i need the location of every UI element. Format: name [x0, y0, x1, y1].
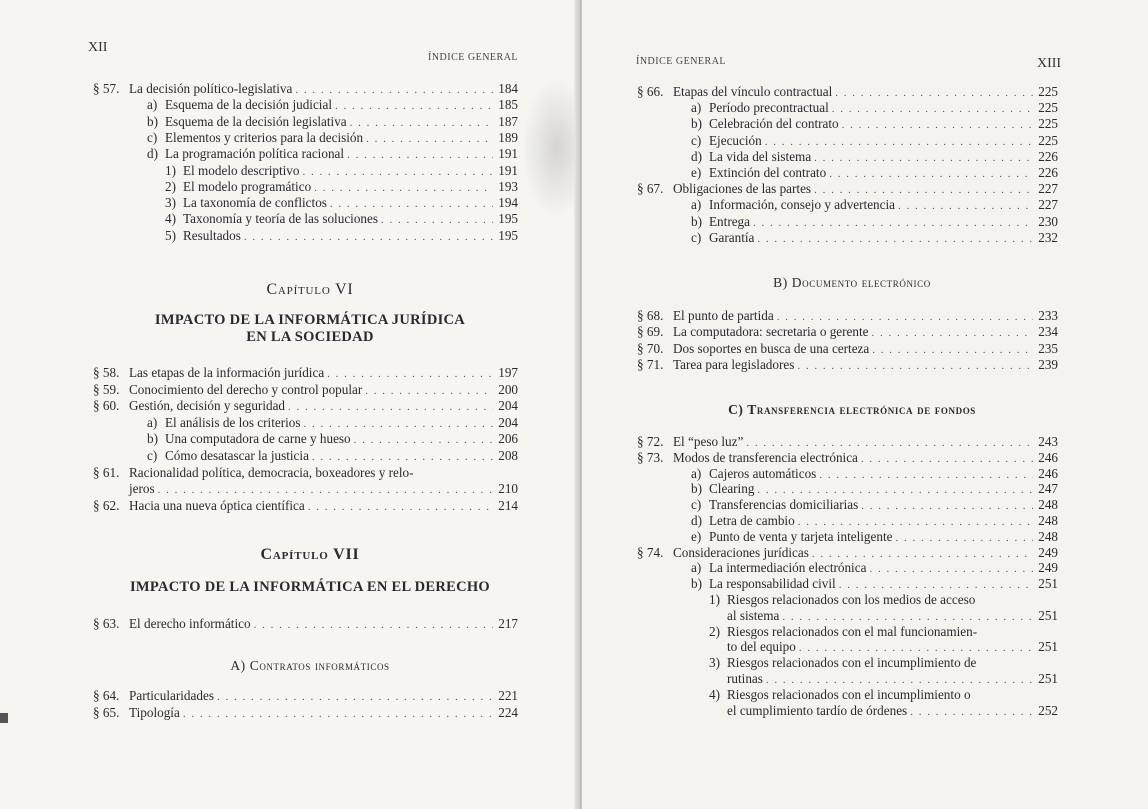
entry-title: Tarea para legisladores [673, 356, 795, 372]
subsection-marker: b) [147, 113, 158, 129]
entry-title: Taxonomía y teoría de las soluciones [183, 211, 379, 227]
entry-title: Cómo desatascar la justicia [165, 448, 309, 463]
toc-entry [93, 481, 518, 497]
toc-entry [637, 687, 1058, 703]
toc-entry [637, 100, 1058, 116]
toc-entry [93, 688, 518, 704]
page-number: 224 [498, 705, 518, 720]
leader-dots [354, 432, 493, 448]
leader-dots [217, 689, 493, 705]
toc-entry [93, 97, 518, 113]
section-number: § 70. [637, 340, 664, 356]
leader-dots [366, 131, 493, 147]
subsection-marker: a) [691, 100, 702, 116]
toc-entry [637, 624, 1058, 640]
toc-entry [93, 81, 518, 97]
leader-dots [869, 561, 1033, 577]
page-edge-mark [0, 713, 8, 723]
section-number: § 59. [93, 381, 120, 397]
chapter-7-label: Capítulo VII [260, 546, 360, 563]
running-head-left: ÍNDICE GENERAL [428, 52, 519, 63]
entry-title: El análisis de los criterios [165, 414, 301, 430]
entry-title: Esquema de la decisión judicial [165, 97, 332, 113]
subsection-marker: b) [691, 481, 702, 497]
leader-dots [757, 231, 1033, 247]
toc-entry [93, 146, 518, 162]
toc-entry [93, 179, 518, 195]
entry-title: Letra de cambio [709, 513, 795, 528]
toc-entry [637, 84, 1058, 100]
section-number: § 66. [637, 84, 664, 99]
page-number: 191 [498, 146, 518, 162]
entry-title: Tipología [129, 705, 180, 720]
page-number: 187 [498, 113, 518, 129]
page-number: 252 [1038, 702, 1058, 718]
page-number: 189 [498, 129, 518, 145]
page-number: 204 [498, 414, 518, 430]
subsection-marker: b) [691, 116, 702, 132]
page-number: 247 [1038, 481, 1058, 497]
leader-dots [812, 546, 1033, 562]
folio-left: XII [88, 40, 108, 55]
leader-dots [797, 358, 1033, 374]
toc-entry [637, 481, 1058, 497]
subsection-marker: 4) [165, 211, 176, 227]
toc-entry [637, 357, 1058, 373]
subsection-marker: 3) [709, 655, 720, 671]
leader-dots [872, 342, 1033, 358]
toc-entry [637, 545, 1058, 561]
toc-entry [637, 560, 1058, 576]
leader-dots [314, 180, 493, 196]
page-number: 249 [1038, 544, 1058, 560]
leader-dots [757, 482, 1033, 498]
leader-dots [835, 85, 1033, 101]
page-number: 214 [498, 497, 518, 513]
subsection-marker: 4) [709, 686, 720, 702]
entry-title: La decisión político-legislativa [129, 81, 293, 96]
page-number: 208 [498, 448, 518, 463]
leader-dots [335, 98, 493, 114]
leader-dots [288, 399, 493, 415]
toc-entry [637, 671, 1058, 687]
subsection-marker: 1) [165, 162, 176, 178]
subsection-marker: 5) [165, 227, 176, 243]
toc-entry [637, 497, 1058, 513]
leader-dots [312, 449, 493, 465]
leader-dots [183, 706, 493, 722]
entry-title: Riesgos relacionados con los medios de acceso [727, 592, 976, 607]
subsection-marker: b) [691, 576, 702, 592]
leader-dots [327, 366, 493, 382]
section-number: § 74. [637, 544, 664, 560]
leader-dots [872, 325, 1033, 341]
toc-entry [637, 608, 1058, 624]
toc-entry [637, 181, 1058, 197]
toc-entry [93, 431, 518, 447]
toc-entry [93, 130, 518, 146]
entry-title: Racionalidad política, democracia, boxeadores y relo- [129, 464, 414, 480]
page-number: 234 [1038, 324, 1058, 340]
section-a-title: A) Contratos informáticos [230, 658, 390, 673]
subsection-marker: c) [147, 129, 158, 145]
page-number: 239 [1038, 356, 1058, 372]
page-number: 248 [1038, 497, 1058, 513]
entry-title: Cajeros automáticos [709, 465, 817, 481]
section-number: § 67. [637, 181, 664, 197]
leader-dots [910, 704, 1033, 720]
section-b-title: B) Documento electrónico [773, 275, 931, 290]
running-head-right: ÍNDICE GENERAL [636, 56, 727, 67]
folio-right: XIII [1037, 56, 1062, 71]
entry-title: Celebración del contrato [709, 116, 839, 132]
entry-title: al sistema [727, 607, 780, 623]
leader-dots [746, 435, 1033, 451]
entry-title: Período precontractual [709, 100, 829, 116]
leader-dots [765, 134, 1033, 150]
entry-title: Elementos y criterios para la decisión [165, 129, 364, 145]
entry-title: Gestión, decisión y seguridad [129, 398, 286, 414]
section-number: § 65. [93, 705, 120, 720]
toc-entry [637, 149, 1058, 165]
section-number: § 58. [93, 365, 120, 380]
entry-title: Resultados [183, 227, 241, 243]
entry-title: Riesgos relacionados con el mal funcionamien- [727, 623, 978, 639]
leader-dots [158, 482, 493, 498]
leader-dots [244, 229, 493, 245]
subsection-marker: 1) [709, 592, 720, 607]
page-number: 197 [498, 365, 518, 380]
page-number: 251 [1038, 576, 1058, 592]
leader-dots [753, 215, 1033, 231]
leader-dots [832, 101, 1033, 117]
subsection-marker: d) [691, 148, 702, 164]
page-number: 246 [1038, 449, 1058, 465]
entry-title: Dos soportes en busca de una certeza [673, 340, 870, 356]
entry-title: Modos de transferencia electrónica [673, 449, 858, 465]
leader-dots [819, 467, 1033, 483]
page-number: 221 [498, 688, 518, 703]
page-number: 225 [1038, 132, 1058, 148]
toc-entry [637, 639, 1058, 655]
section-number: § 60. [93, 398, 120, 414]
toc-entry [93, 398, 518, 414]
page-number: 195 [498, 227, 518, 243]
toc-entry [637, 116, 1058, 132]
page-number: 193 [498, 178, 518, 194]
toc-entry [93, 415, 518, 431]
page-number: 194 [498, 195, 518, 211]
chapter-6-title-line-1: IMPACTO DE LA INFORMÁTICA JURÍDICA [154, 312, 466, 328]
page-number: 230 [1038, 213, 1058, 229]
entry-title: La programación política racional [165, 146, 345, 162]
leader-dots [839, 577, 1033, 593]
page-number: 210 [498, 481, 518, 497]
entry-title: jeros [129, 481, 155, 497]
leader-dots [814, 182, 1033, 198]
toc-entry [93, 382, 518, 398]
toc-entry [93, 448, 518, 464]
page-number: 251 [1038, 607, 1058, 623]
entry-title: El modelo descriptivo [183, 162, 300, 178]
page-number: 225 [1038, 84, 1058, 99]
leader-dots [861, 498, 1033, 514]
entry-title: Hacia una nueva óptica científica [129, 497, 305, 513]
page-number: 251 [1038, 639, 1058, 655]
leader-dots [766, 672, 1033, 688]
entry-title: rutinas [727, 671, 763, 686]
toc-entry [637, 133, 1058, 149]
subsection-marker: c) [147, 448, 158, 463]
toc-entry [93, 498, 518, 514]
page-number: 249 [1038, 560, 1058, 576]
page-number: 246 [1038, 465, 1058, 481]
page-number: 248 [1038, 513, 1058, 528]
entry-title: La computadora: secretaria o gerente [673, 324, 869, 340]
toc-entry [637, 513, 1058, 529]
page-number: 233 [1038, 308, 1058, 323]
leader-dots [308, 499, 493, 515]
entry-title: Extinción del contrato [709, 165, 827, 180]
leader-dots [898, 198, 1033, 214]
entry-title: Transferencias domiciliarias [709, 497, 859, 513]
subsection-marker: 3) [165, 195, 176, 211]
toc-entry [637, 466, 1058, 482]
leader-dots [782, 609, 1033, 625]
subsection-marker: e) [691, 528, 702, 544]
toc-entry [93, 228, 518, 244]
entry-title: Consideraciones jurídicas [673, 544, 809, 560]
subsection-marker: c) [691, 497, 702, 513]
page-number: 225 [1038, 100, 1058, 116]
leader-dots [777, 309, 1033, 325]
entry-title: to del equipo [727, 639, 796, 655]
entry-title: La intermediación electrónica [709, 560, 867, 576]
section-number: § 62. [93, 497, 120, 513]
subsection-marker: d) [691, 513, 702, 528]
subsection-marker: 2) [709, 623, 720, 639]
subsection-marker: d) [147, 146, 158, 162]
entry-title: Entrega [709, 213, 751, 229]
page-number: 243 [1038, 434, 1058, 449]
toc-entry [637, 655, 1058, 671]
subsection-marker: b) [691, 213, 702, 229]
toc-entry [637, 308, 1058, 324]
toc-entry [93, 195, 518, 211]
subsection-marker: a) [691, 465, 702, 481]
toc-entry [93, 211, 518, 227]
entry-title: Particularidades [129, 688, 214, 703]
section-number: § 69. [637, 324, 664, 340]
entry-title: El modelo programático [183, 178, 312, 194]
entry-title: Riesgos relacionados con el incumplimiento o [727, 686, 971, 702]
toc-entry [637, 576, 1058, 592]
section-number: § 63. [93, 616, 120, 631]
entry-title: La taxonomía de conflictos [183, 195, 327, 211]
leader-dots [829, 166, 1033, 182]
entry-title: El punto de partida [673, 308, 774, 323]
page-number: 251 [1038, 671, 1058, 686]
section-c-title: C) Transferencia electrónica de fondos [728, 402, 976, 417]
subsection-marker: a) [147, 97, 158, 113]
page-number: 191 [498, 162, 518, 178]
entry-title: Obligaciones de las partes [673, 181, 812, 197]
entry-title: Ejecución [709, 132, 762, 148]
subsection-marker: c) [691, 132, 702, 148]
right-page [582, 0, 1148, 809]
leader-dots [295, 82, 493, 98]
section-number: § 68. [637, 308, 664, 323]
subsection-marker: c) [691, 229, 702, 245]
page-number: 226 [1038, 165, 1058, 180]
section-number: § 71. [637, 356, 664, 372]
page-number: 226 [1038, 148, 1058, 164]
page-number: 200 [498, 381, 518, 397]
section-number: § 57. [93, 81, 120, 96]
page-number: 235 [1038, 340, 1058, 356]
page-number: 184 [498, 81, 518, 96]
entry-title: Garantía [709, 229, 755, 245]
toc-entry [93, 705, 518, 721]
section-number: § 64. [93, 688, 120, 703]
leader-dots [350, 115, 493, 131]
leader-dots [895, 530, 1033, 546]
toc-entry [93, 163, 518, 179]
toc-entry [637, 214, 1058, 230]
leader-dots [330, 196, 493, 212]
leader-dots [798, 514, 1033, 530]
entry-title: La responsabilidad civil [709, 576, 836, 592]
chapter-6-title-line-2: EN LA SOCIEDAD [246, 329, 374, 345]
entry-title: Etapas del vínculo contractual [673, 84, 833, 99]
subsection-marker: a) [691, 560, 702, 576]
toc-entry [637, 197, 1058, 213]
page-number: 204 [498, 398, 518, 414]
subsection-marker: 2) [165, 178, 176, 194]
toc-entry [637, 324, 1058, 340]
leader-dots [814, 150, 1033, 166]
leader-dots [304, 416, 493, 432]
toc-entry [93, 465, 518, 481]
entry-title: Las etapas de la información jurídica [129, 365, 325, 380]
subsection-marker: a) [147, 414, 158, 430]
leader-dots [861, 451, 1033, 467]
toc-entry [637, 703, 1058, 719]
entry-title: Conocimiento del derecho y control popular [129, 381, 363, 397]
subsection-marker: a) [691, 197, 702, 213]
toc-entry [93, 616, 518, 632]
toc-entry [93, 365, 518, 381]
page-number: 185 [498, 97, 518, 113]
chapter-6-label: Capítulo VI [266, 281, 354, 298]
subsection-marker: e) [691, 165, 702, 180]
entry-title: El “peso luz” [673, 434, 744, 449]
entry-title: Punto de venta y tarjeta inteligente [709, 528, 893, 544]
entry-title: La vida del sistema [709, 148, 812, 164]
leader-dots [842, 117, 1033, 133]
toc-entry [637, 230, 1058, 246]
leader-dots [302, 164, 493, 180]
subsection-marker: b) [147, 431, 158, 447]
leader-dots [799, 640, 1033, 656]
page-number: 227 [1038, 197, 1058, 213]
page-number: 195 [498, 211, 518, 227]
section-number: § 73. [637, 449, 664, 465]
entry-title: el cumplimiento tardío de órdenes [727, 702, 908, 718]
entry-title: Información, consejo y advertencia [709, 197, 896, 213]
page-number: 248 [1038, 528, 1058, 544]
page-number: 217 [498, 616, 518, 631]
leader-dots [347, 147, 493, 163]
entry-title: Riesgos relacionados con el incumplimiento de [727, 655, 977, 671]
toc-entry [637, 341, 1058, 357]
section-number: § 72. [637, 434, 664, 449]
toc-entry [637, 592, 1058, 608]
chapter-7-title: IMPACTO DE LA INFORMÁTICA EN EL DERECHO [129, 579, 490, 595]
leader-dots [365, 383, 493, 399]
entry-title: Una computadora de carne y hueso [165, 431, 351, 447]
entry-title: Clearing [709, 481, 755, 497]
page-number: 232 [1038, 229, 1058, 245]
toc-entry [93, 114, 518, 130]
page-number: 206 [498, 431, 518, 447]
leader-dots [254, 617, 493, 633]
leader-dots [381, 212, 493, 228]
toc-entry [637, 450, 1058, 466]
toc-entry [637, 165, 1058, 181]
page-number: 227 [1038, 181, 1058, 197]
page-number: 225 [1038, 116, 1058, 132]
section-number: § 61. [93, 464, 120, 480]
toc-entry [637, 434, 1058, 450]
entry-title: Esquema de la decisión legislativa [165, 113, 347, 129]
entry-title: El derecho informático [129, 616, 251, 631]
toc-entry [637, 529, 1058, 545]
